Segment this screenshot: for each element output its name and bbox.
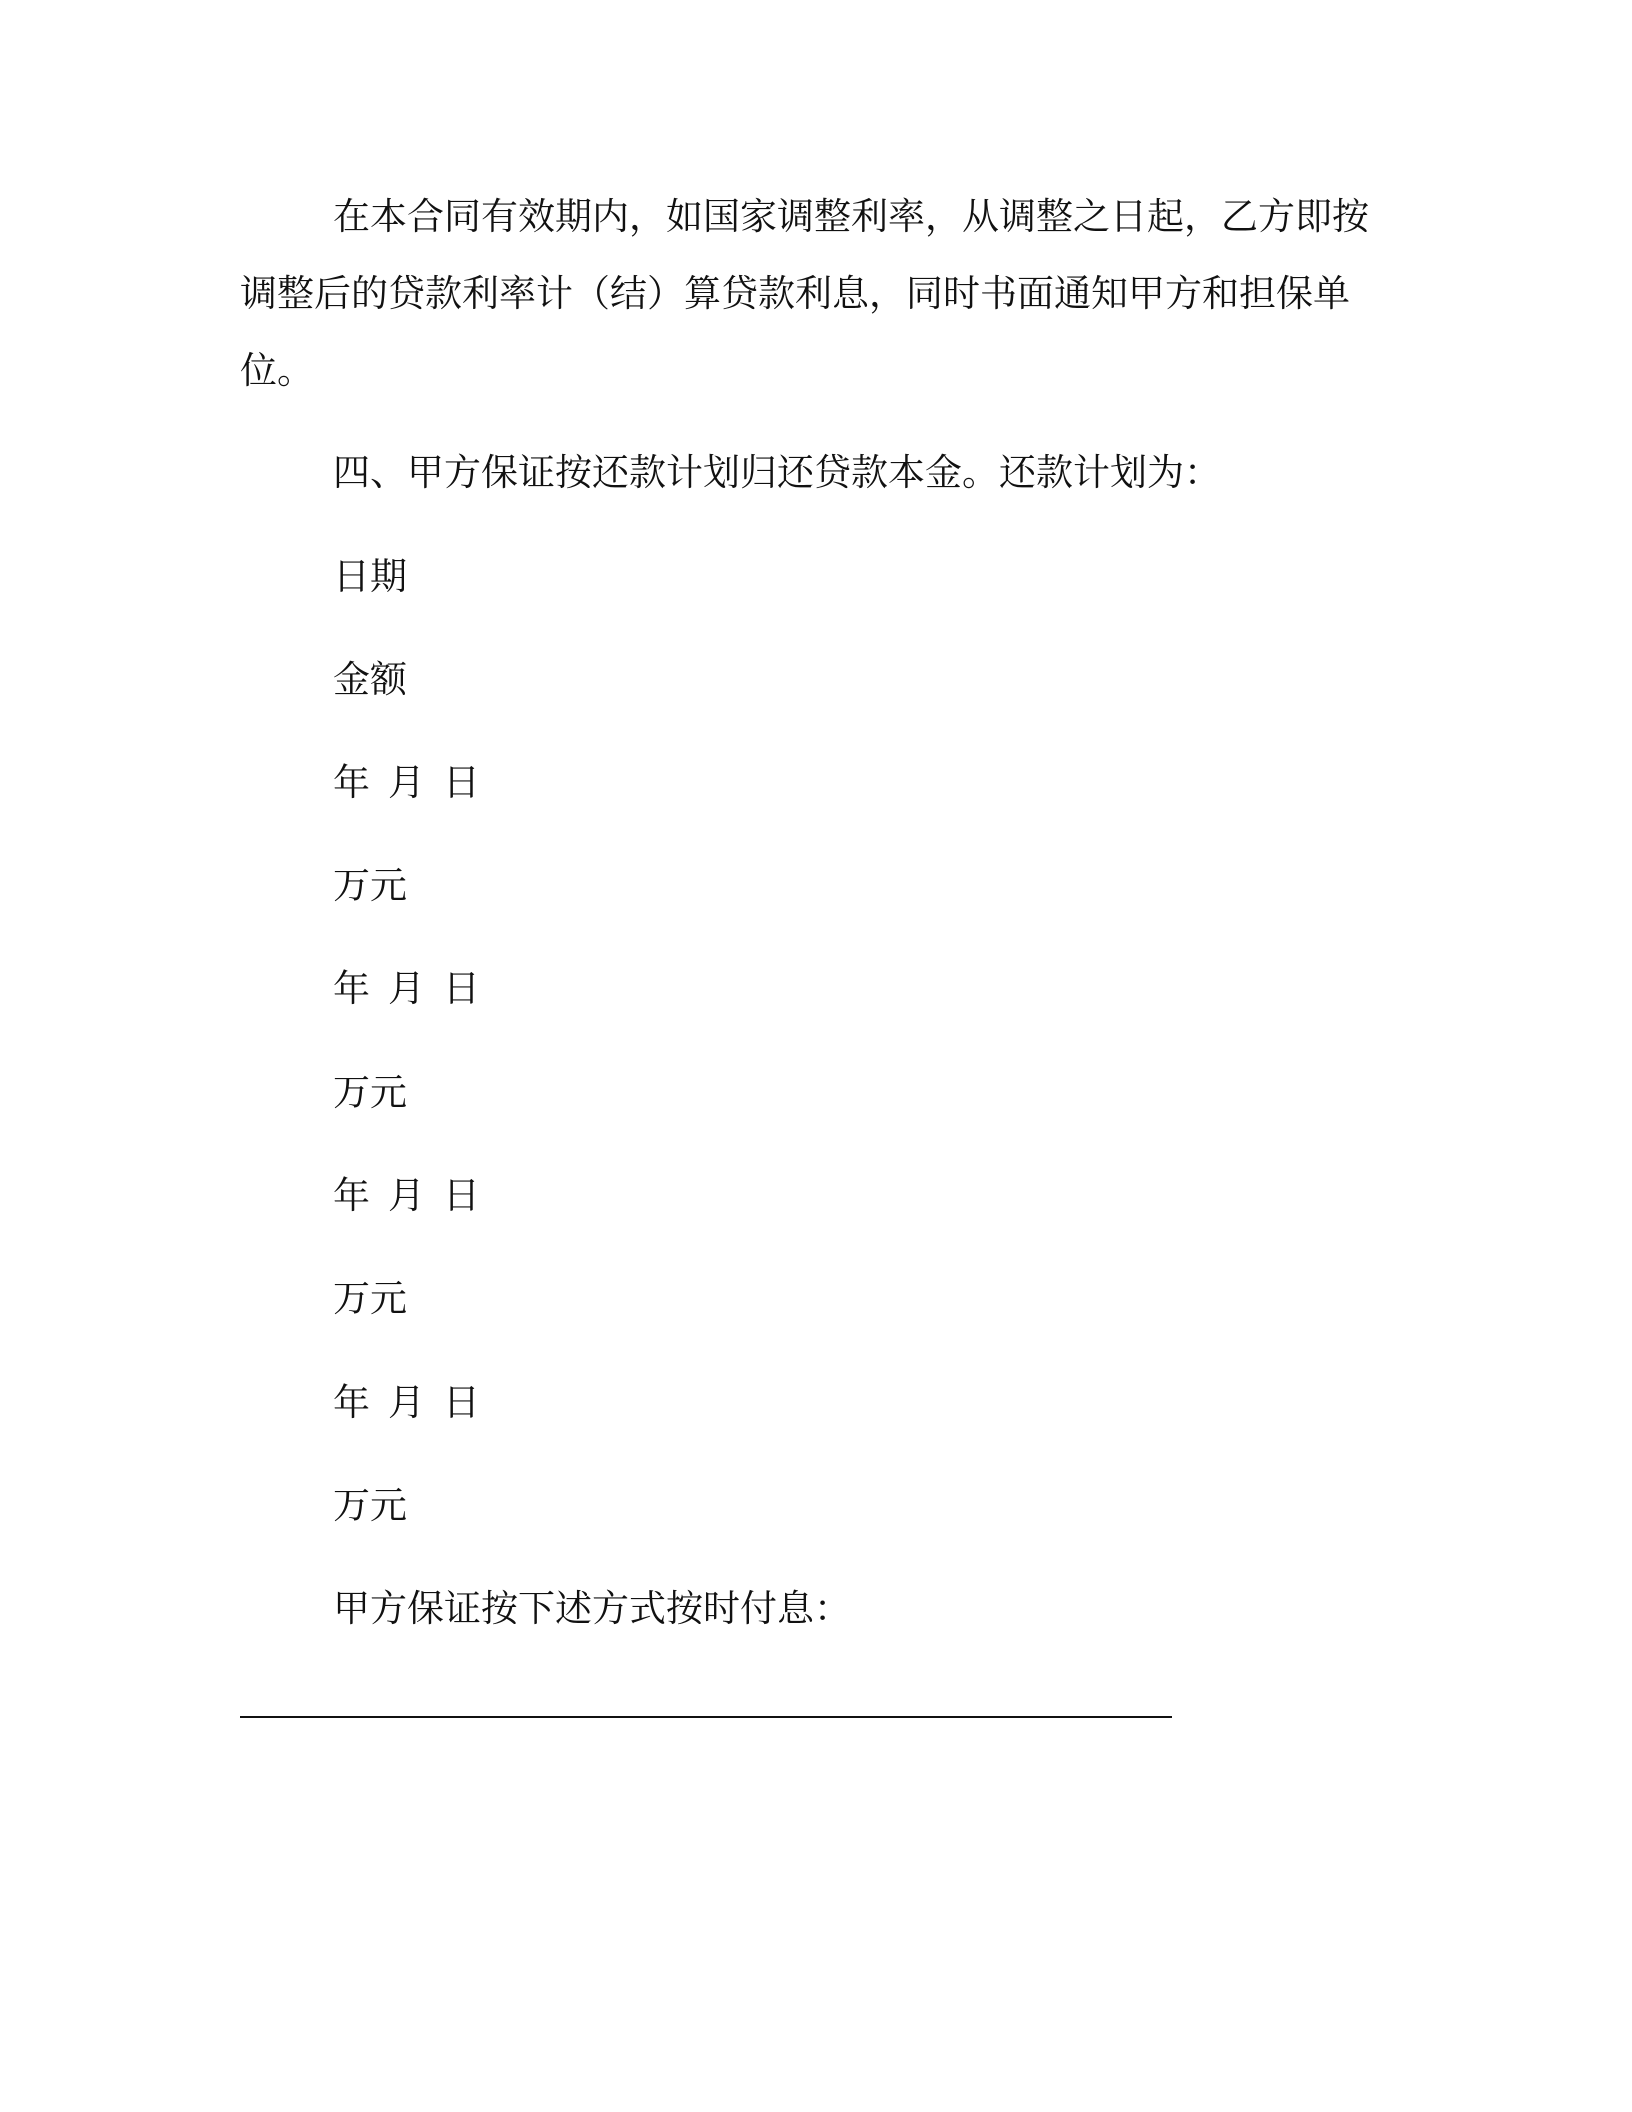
schedule-row-2-date <box>333 967 480 1010</box>
year-label: 年 <box>333 761 370 804</box>
month-label: 月 <box>388 967 425 1010</box>
schedule-header-amount: 金额 <box>333 658 407 701</box>
month-label: 月 <box>388 1381 425 1424</box>
clause-4-heading: 四、甲方保证按还款计划归还贷款本金。还款计划为： <box>333 451 1221 494</box>
day-label: 日 <box>443 761 480 804</box>
month-label: 月 <box>388 761 425 804</box>
year-label: 年 <box>333 967 370 1010</box>
year-label: 年 <box>333 1174 370 1217</box>
schedule-row-2-amount: 万元 <box>333 1071 407 1114</box>
schedule-row-3-date <box>333 1174 480 1217</box>
day-label: 日 <box>443 967 480 1010</box>
schedule-row-1-date <box>333 761 480 804</box>
month-label: 月 <box>388 1174 425 1217</box>
schedule-row-1-amount: 万元 <box>333 864 407 907</box>
interest-clause: 甲方保证按下述方式按时付息： <box>333 1587 851 1630</box>
schedule-row-4-date <box>333 1381 480 1424</box>
schedule-row-4-amount: 万元 <box>333 1484 407 1527</box>
schedule-header-date: 日期 <box>333 555 407 598</box>
schedule-row-3-amount: 万元 <box>333 1277 407 1320</box>
paragraph-1-line-3: 位。 <box>240 349 314 392</box>
day-label: 日 <box>443 1174 480 1217</box>
day-label: 日 <box>443 1381 480 1424</box>
year-label: 年 <box>333 1381 370 1424</box>
paragraph-1-line-1: 在本合同有效期内，如国家调整利率，从调整之日起，乙方即按 <box>333 195 1369 238</box>
blank-fill-line <box>240 1716 1172 1718</box>
paragraph-1-line-2: 调整后的贷款利率计（结）算贷款利息，同时书面通知甲方和担保单 <box>240 272 1350 315</box>
